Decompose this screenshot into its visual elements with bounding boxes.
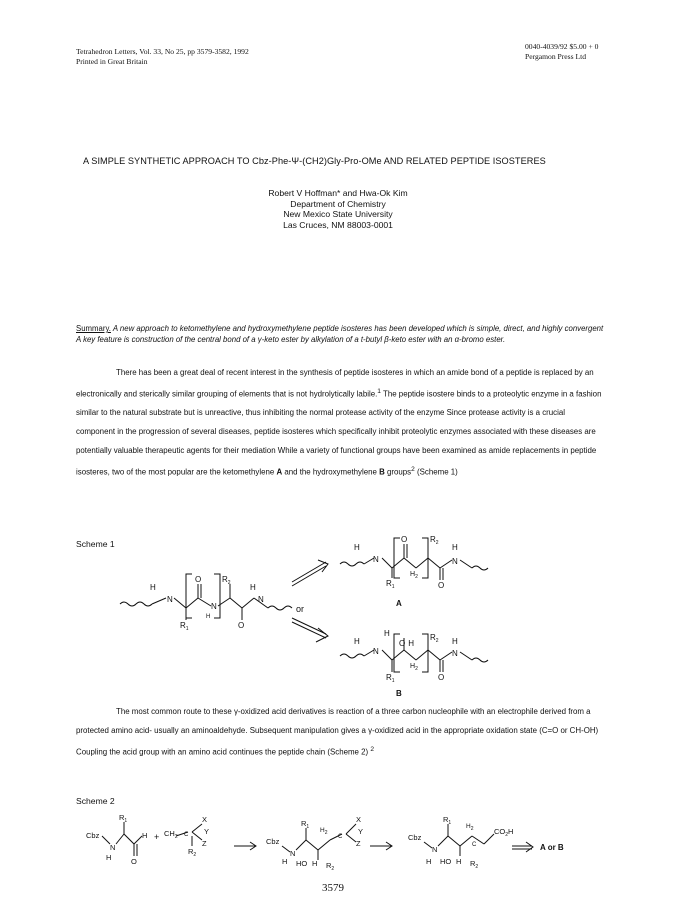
s2-c-1: C: [184, 832, 189, 838]
a-atom-h3: H: [452, 543, 458, 552]
bold-B: B: [379, 467, 385, 477]
author-university: New Mexico State University: [283, 209, 393, 219]
a-atom-r1: $R_1$: [386, 579, 395, 590]
s1-atom-h: H: [150, 583, 156, 592]
s2-h-1: H: [106, 853, 112, 862]
b-atom-r2: $R_2$: [430, 633, 439, 644]
a-atom-h: H: [354, 543, 360, 552]
s2-ho-1: HO: [296, 859, 308, 868]
s1-atom-n: N: [167, 595, 173, 604]
s1-atom-h3: H: [250, 583, 256, 592]
ref-2: 2: [411, 466, 415, 474]
summary-text: A new approach to ketomethylene and hydroxymethylene peptide isosteres has been developed which is simple, direct, and highly convergent A key feature is construction of the central bond of a γ-keto ester by alkylation of a t-butyl β-keto ester with an α-bromo ester.: [76, 324, 604, 344]
scheme1-or: or: [296, 604, 305, 614]
s2-c-3: C: [472, 842, 477, 848]
s2-h-4: H: [312, 859, 318, 868]
s2-ch2: $CH_2$: [164, 829, 178, 840]
price-block: [525, 42, 598, 62]
s2-h-3: H: [282, 857, 288, 866]
b-atom-o2: O: [438, 673, 445, 682]
s2-z-1: Z: [202, 839, 207, 848]
b-atom-h-top: H: [384, 629, 390, 638]
scheme1-figure: [110, 520, 510, 700]
s2-r2-1: $R_2$: [188, 847, 197, 858]
s1-atom-r1: $R_1$: [180, 621, 189, 632]
s2-co2h: $CO_2H$: [494, 827, 514, 838]
s1-atom-r2: $R_2$: [222, 575, 231, 586]
author-city: Las Cruces, NM 88003-0001: [283, 219, 393, 230]
printed-line: Printed in Great Britain: [76, 57, 148, 66]
author-names: Robert V Hoffman* and Hwa-Ok Kim: [268, 188, 408, 198]
b-atom-h: H: [354, 637, 360, 646]
bold-A: A: [276, 467, 283, 477]
summary: [76, 324, 606, 346]
route-paragraph: [76, 703, 606, 762]
b-atom-h3: H: [452, 637, 458, 646]
b-atom-oh: O H: [399, 639, 415, 648]
s2-ho-2: HO: [440, 857, 452, 866]
summary-label: Summary.: [76, 324, 111, 333]
s2-h-5: H: [426, 857, 432, 866]
s2-h2-1: $H_2$: [320, 827, 328, 836]
s2-r1-3: $R_1$: [443, 815, 452, 826]
b-atom-r1: $R_1$: [386, 673, 395, 684]
p1-text: There has been a great deal of recent interest in the synthesis of peptide isosteres in which an amide bond of a peptide is replaced by an electronically and sterically similar grouping of elements that is not hydrolytically labile.: [76, 368, 594, 399]
p1-mid: and the hydroxymethylene: [282, 467, 380, 477]
a-atom-o2: O: [438, 581, 445, 590]
s2-final-label: A or B: [540, 843, 564, 852]
s2-h2-2: $H_2$: [466, 823, 474, 832]
s1-atom-n3: N: [258, 595, 264, 604]
p1-end: (Scheme 1): [414, 467, 458, 477]
s2-c-2: C: [338, 834, 343, 840]
s2-h-6: H: [456, 857, 462, 866]
s2-x-2: X: [356, 815, 362, 824]
p1-tail: groups: [384, 467, 412, 477]
p2-text: The most common route to these γ-oxidized acid derivatives is reaction of a three carbon nucleophile with an electrophile derived from a protected amino acid- usually an aminoaldehyde. Subsequent manipulation gives a γ-oxidized acid in the appropriate oxidation state (C=O or CH-OH) Coupling the acid group with an amino acid continues the peptide chain (Scheme 2): [76, 707, 599, 757]
s2-r2-2: $R_2$: [326, 861, 335, 872]
article-title: A SIMPLE SYNTHETIC APPROACH TO Cbz-Phe-Ψ-(CH2)Gly-Pro-OMe AND RELATED PEPTIDE ISOSTERES: [83, 156, 546, 166]
s2-z-2: Z: [356, 839, 361, 848]
a-atom-o: O: [401, 535, 408, 544]
s2-cbz-2: Cbz: [266, 837, 280, 846]
s1-atom-n2: N: [211, 602, 217, 611]
b-atom-n2: N: [452, 649, 458, 658]
label-B: B: [396, 689, 402, 698]
author-block: [188, 188, 488, 230]
a-atom-n2: N: [452, 557, 458, 566]
price-line: 0040-4039/92 $5.00 + 0: [525, 42, 599, 51]
s2-o-1: O: [131, 857, 137, 866]
scheme2-label: Scheme 2: [76, 796, 115, 806]
b-atom-n: N: [373, 647, 379, 656]
s2-cbz-3: Cbz: [408, 833, 422, 842]
scheme1-label: Scheme 1: [76, 539, 115, 549]
journal-citation: [76, 47, 249, 67]
s2-x-1: X: [202, 815, 208, 824]
s2-r1-2: $R_1$: [301, 819, 310, 830]
svg-text:+: +: [154, 832, 160, 842]
s2-r1-1: $R_1$: [119, 813, 128, 824]
s2-r2-3: $R_2$: [470, 859, 479, 870]
a-atom-r2: $R_2$: [430, 535, 439, 546]
scheme2-figure: [76, 812, 606, 874]
s2-n-1: N: [110, 843, 116, 852]
s2-y-1: Y: [204, 827, 210, 836]
s2-n-2: N: [290, 849, 296, 858]
s2-y-2: Y: [358, 827, 364, 836]
intro-paragraph: [76, 364, 606, 483]
label-A: A: [396, 599, 402, 608]
publisher-line: Pergamon Press Ltd: [525, 52, 587, 61]
page-number: 3579: [322, 882, 344, 894]
ref-2b: 2: [370, 745, 374, 753]
s1-atom-o2: O: [238, 621, 245, 630]
s1-atom-h2: H: [206, 614, 211, 620]
a-atom-n: N: [373, 555, 379, 564]
s2-cbz-1: Cbz: [86, 831, 100, 840]
b-atom-h2: $H_2$: [410, 663, 418, 672]
s2-h-2: H: [142, 831, 148, 840]
wavy-bond: [120, 602, 152, 606]
ref-1: 1: [377, 387, 381, 395]
s2-n-3: N: [432, 845, 438, 854]
author-dept: Department of Chemistry: [290, 198, 386, 209]
a-atom-h2: $H_2$: [410, 571, 418, 580]
p1-text2: The peptide isostere binds to a proteolytic enzyme in a fashion similar to the natural substrate but is unreactive, thus inhibiting the normal protease activity of the enzyme Since protease activity is a crucial component in the progression of several diseases, peptide isosteres which specifically inhibit proteolytic enzymes associated with these diseases are potentially valuable therapeutic agents for their mediation While a variety of functional groups have been examined as amide replacements in peptide isosteres, two of the most popular are the ketomethylene: [76, 389, 602, 477]
journal-line: Tetrahedron Letters, Vol. 33, No 25, pp 3579-3582, 1992: [76, 47, 249, 56]
s1-atom-o: O: [195, 575, 202, 584]
